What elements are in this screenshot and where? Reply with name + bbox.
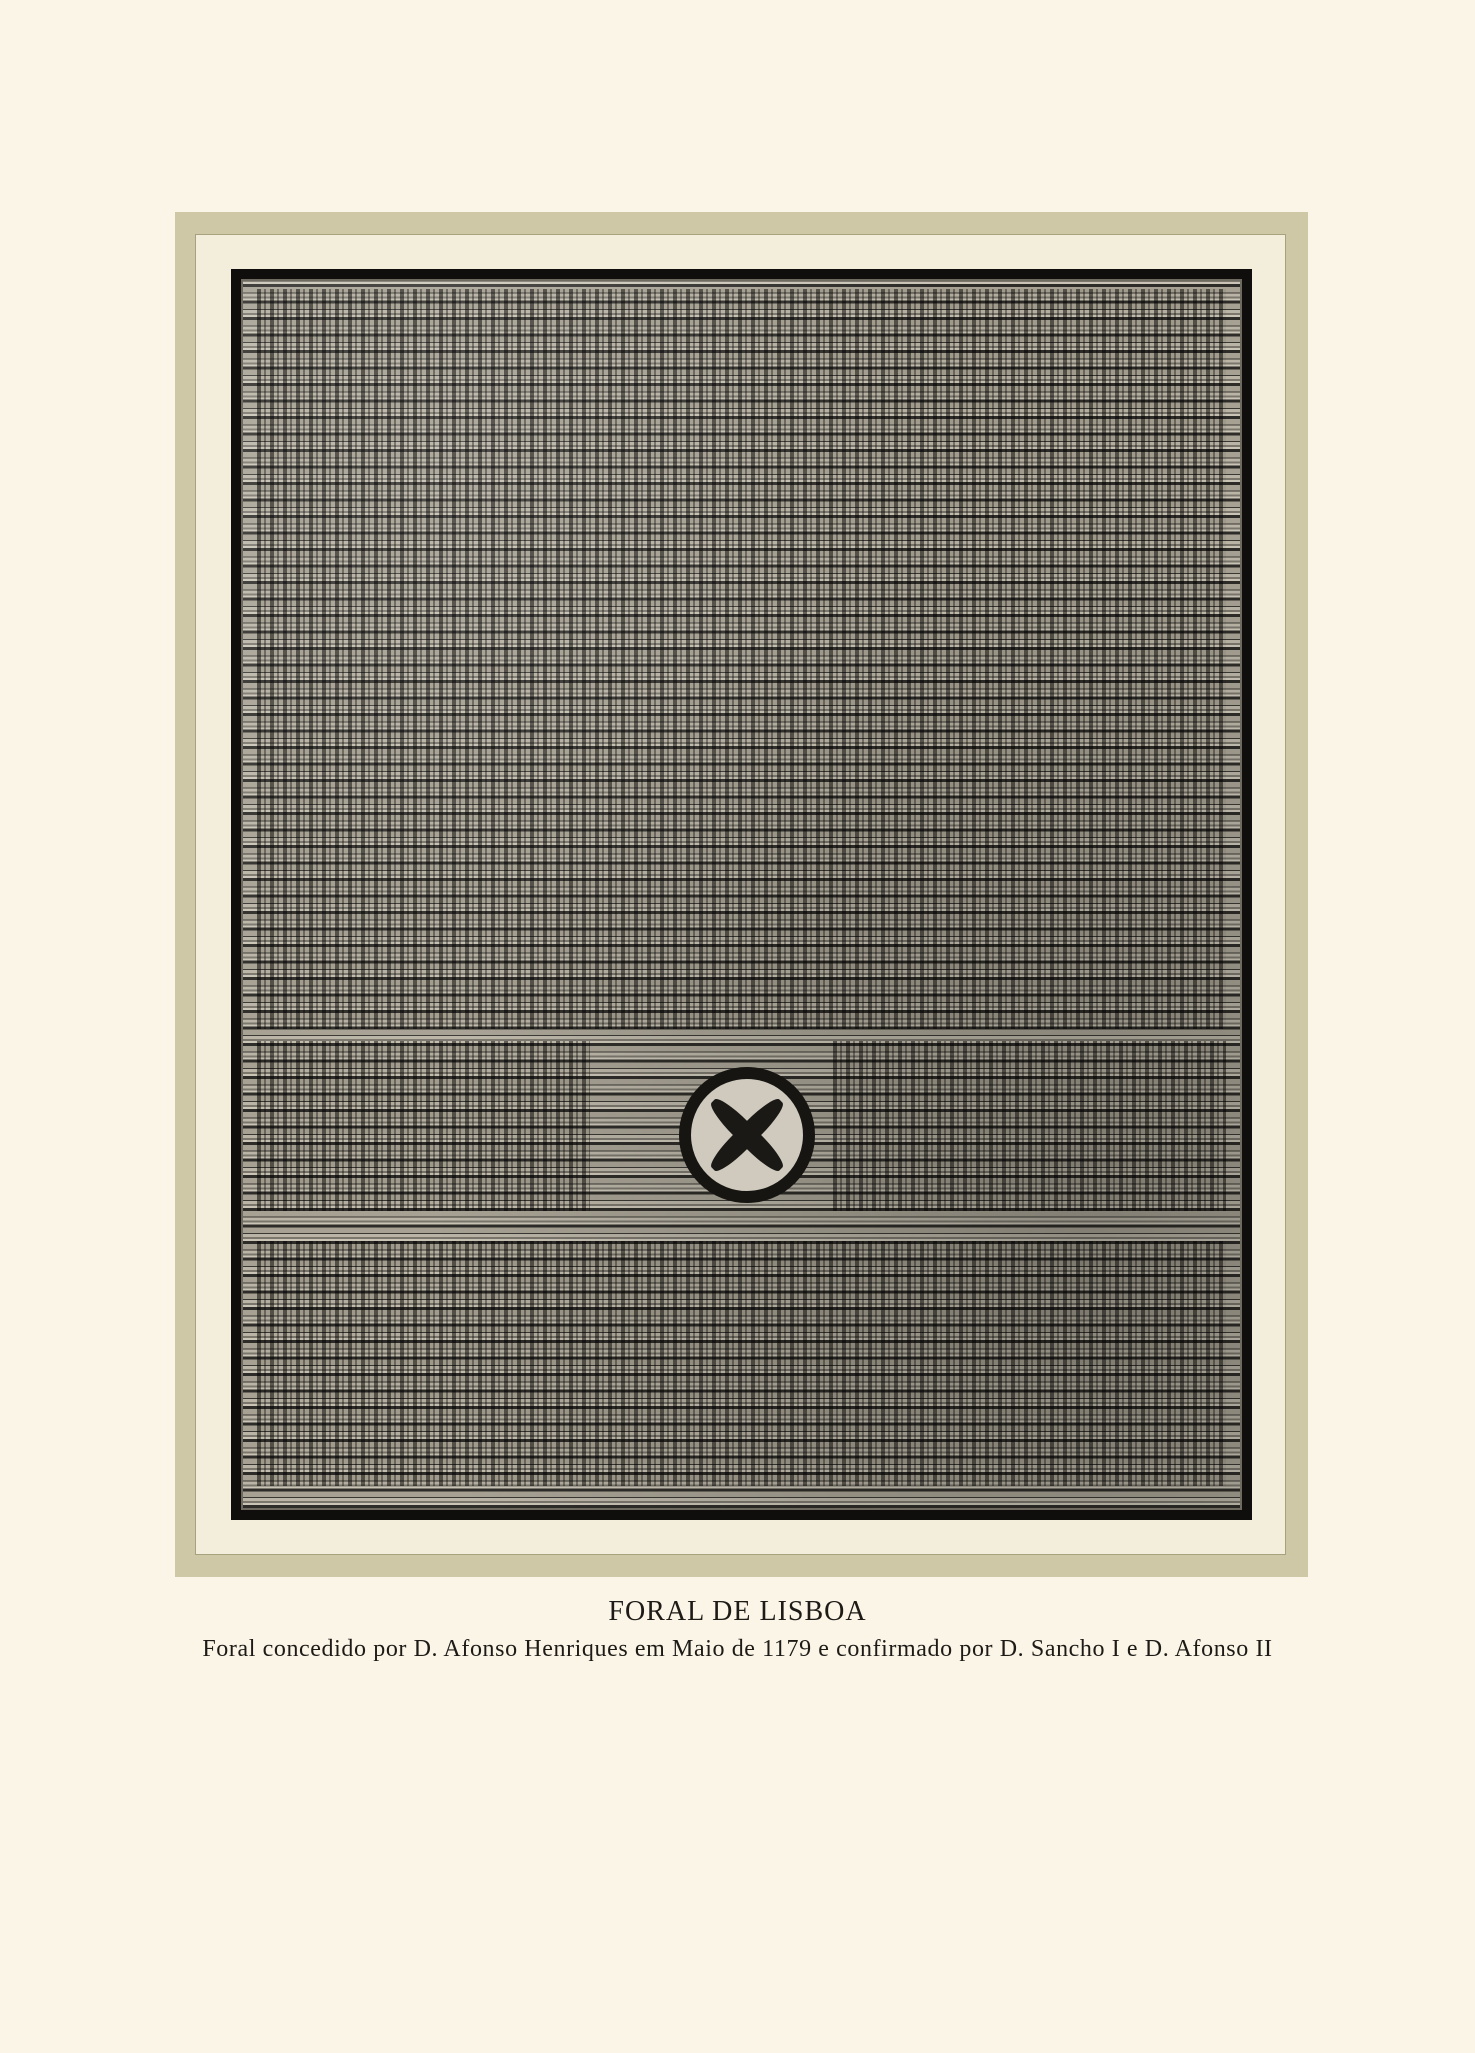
figure-subtitle: Foral concedido por D. Afonso Henriques em Maio de 1179 e confirmado por D. Sancho I e D. Afonso II	[202, 1636, 1273, 1662]
manuscript-text-confirmation	[257, 1241, 1226, 1486]
manuscript-signatures-right	[833, 1041, 1226, 1211]
figure-frame	[175, 212, 1308, 1577]
royal-seal-icon	[679, 1067, 815, 1203]
manuscript-parchment	[241, 279, 1242, 1510]
seal-cross-icon	[679, 1067, 815, 1203]
manuscript-text-main	[257, 289, 1226, 1029]
manuscript-signatures-left	[257, 1041, 590, 1211]
figure-title: FORAL DE LISBOA	[608, 1596, 867, 1627]
figure-mat	[195, 234, 1286, 1555]
manuscript-image	[231, 269, 1252, 1520]
